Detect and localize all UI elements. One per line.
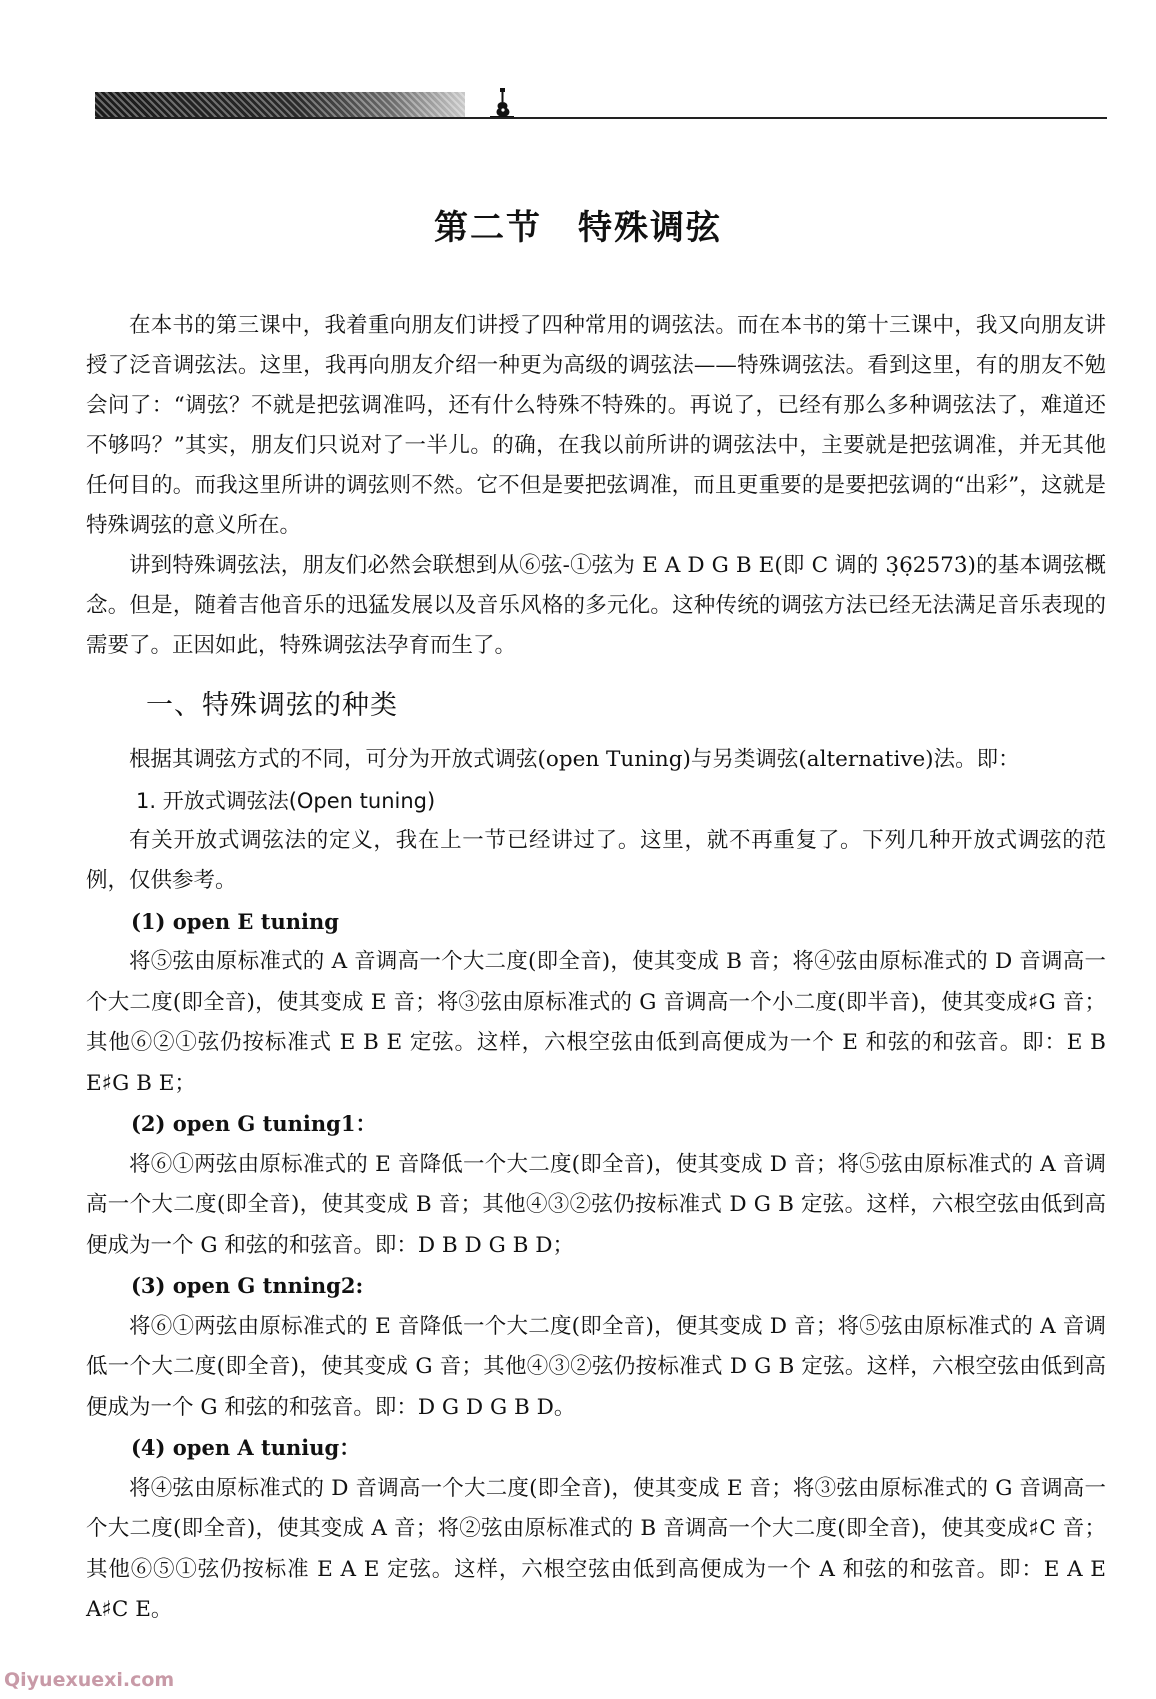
subsection-heading: 1. 开放式调弦法(Open tuning) — [136, 788, 436, 813]
example-heading-open-a: (4) open A tuniug： — [131, 1435, 361, 1460]
example-heading-open-g1: (2) open G tuning1： — [131, 1111, 377, 1136]
guitar-icon — [488, 86, 516, 118]
intro-paragraph-1: 在本书的第三课中，我着重向朋友们讲授了四种常用的调弦法。而在本书的第十三课中，我又向朋友讲授了泛音调弦法。这里，我再向朋友介绍一种更为高级的调弦法——特殊调弦法。看到这里，有的朋友不勉会问了：“调弦？不就是把弦调准吗，还有什么特殊不特殊的。再说了，已经有那么多种调弦法了，难道还不够吗？”其实，朋友们只说对了一半儿。的确，在我以前所讲的调弦法中，主要就是把弦调准，并无其他任何目的。而我这里所讲的调弦则不然。它不但是要把弦调准，而且更重要的是要把弦调的“出彩”，这就是特殊调弦的意义所在。 — [86, 313, 1106, 538]
subsection-paragraph: 有关开放式调弦法的定义，我在上一节已经讲过了。这里，就不再重复了。下列几种开放式调弦的范例，仅供参考。 — [86, 827, 1106, 893]
intro-paragraph-2: 讲到特殊调弦法，朋友们必然会联想到从⑥弦-①弦为 E A D G B E(即 C 调的 3̣6̣2573̇)的基本调弦概念。但是，随着吉他音乐的迅猛发展以及音乐风格的多元化。这种传统的调弦方法已经无法满足音乐表现的需要了。正因如此，特殊调弦法孕育而生了。 — [86, 553, 1106, 658]
header-rule — [95, 117, 1107, 119]
example-heading-open-e: (1) open E tuning — [131, 908, 339, 934]
watermark: Qiyuexuexi.com — [4, 1669, 175, 1691]
header-decorative-bar — [95, 92, 465, 118]
example-text-open-g1: 将⑥①两弦由原标准式的 E 音降低一个大二度(即全音)，使其变成 D 音；将⑤弦由原标准式的 A 音调高一个大二度(即全音)，使其变成 B 音；其他④③②弦仍按标准式 D G B 定弦。这样，六根空弦由低到高便成为一个 G 和弦的和弦音。即：D B D G B D； — [86, 1151, 1106, 1258]
example-heading-open-g2: (3) open G tnning2: — [131, 1273, 364, 1298]
section-paragraph: 根据其调弦方式的不同，可分为开放式调弦(open Tuning)与另类调弦(alternative)法。即： — [129, 747, 1020, 772]
example-text-open-a: 将④弦由原标准式的 D 音调高一个大二度(即全音)，使其变成 E 音；将③弦由原标准式的 G 音调高一个大二度(即全音)，使其变成 A 音；将②弦由原标准式的 B 音调高一个大二度(即全音)，使其变成♯C 音；其他⑥⑤①弦仍按标准 E A E 定弦。这样，六根空弦由低到高便成为一个 A 和弦的和弦音。即：E A E A♯C E。 — [86, 1475, 1106, 1622]
example-text-open-g2: 将⑥①两弦由原标准式的 E 音降低一个大二度(即全音)，便其变成 D 音；将⑤弦由原标准式的 A 音调低一个大二度(即全音)，使其变成 G 音；其他④③②弦仍按标准式 D G B 定弦。这样，六根空弦由低到高便成为一个 G 和弦的和弦音。即：D G D G B D。 — [86, 1313, 1106, 1420]
section-heading: 一、特殊调弦的种类 — [146, 690, 398, 721]
example-text-open-e: 将⑤弦由原标准式的 A 音调高一个大二度(即全音)，使其变成 B 音；将④弦由原标准式的 D 音调高一个大二度(即全音)，使其变成 E 音；将③弦由原标准式的 G 音调高一个小二度(即半音)，使其变成♯G 音；其他⑥②①弦仍按标准式 E B E 定弦。这样，六根空弦由低到高便成为一个 E 和弦的和弦音。即：E B E♯G B E； — [86, 949, 1106, 1096]
page-content — [86, 306, 1106, 1631]
page-title: 第二节 特殊调弦 — [434, 208, 722, 248]
